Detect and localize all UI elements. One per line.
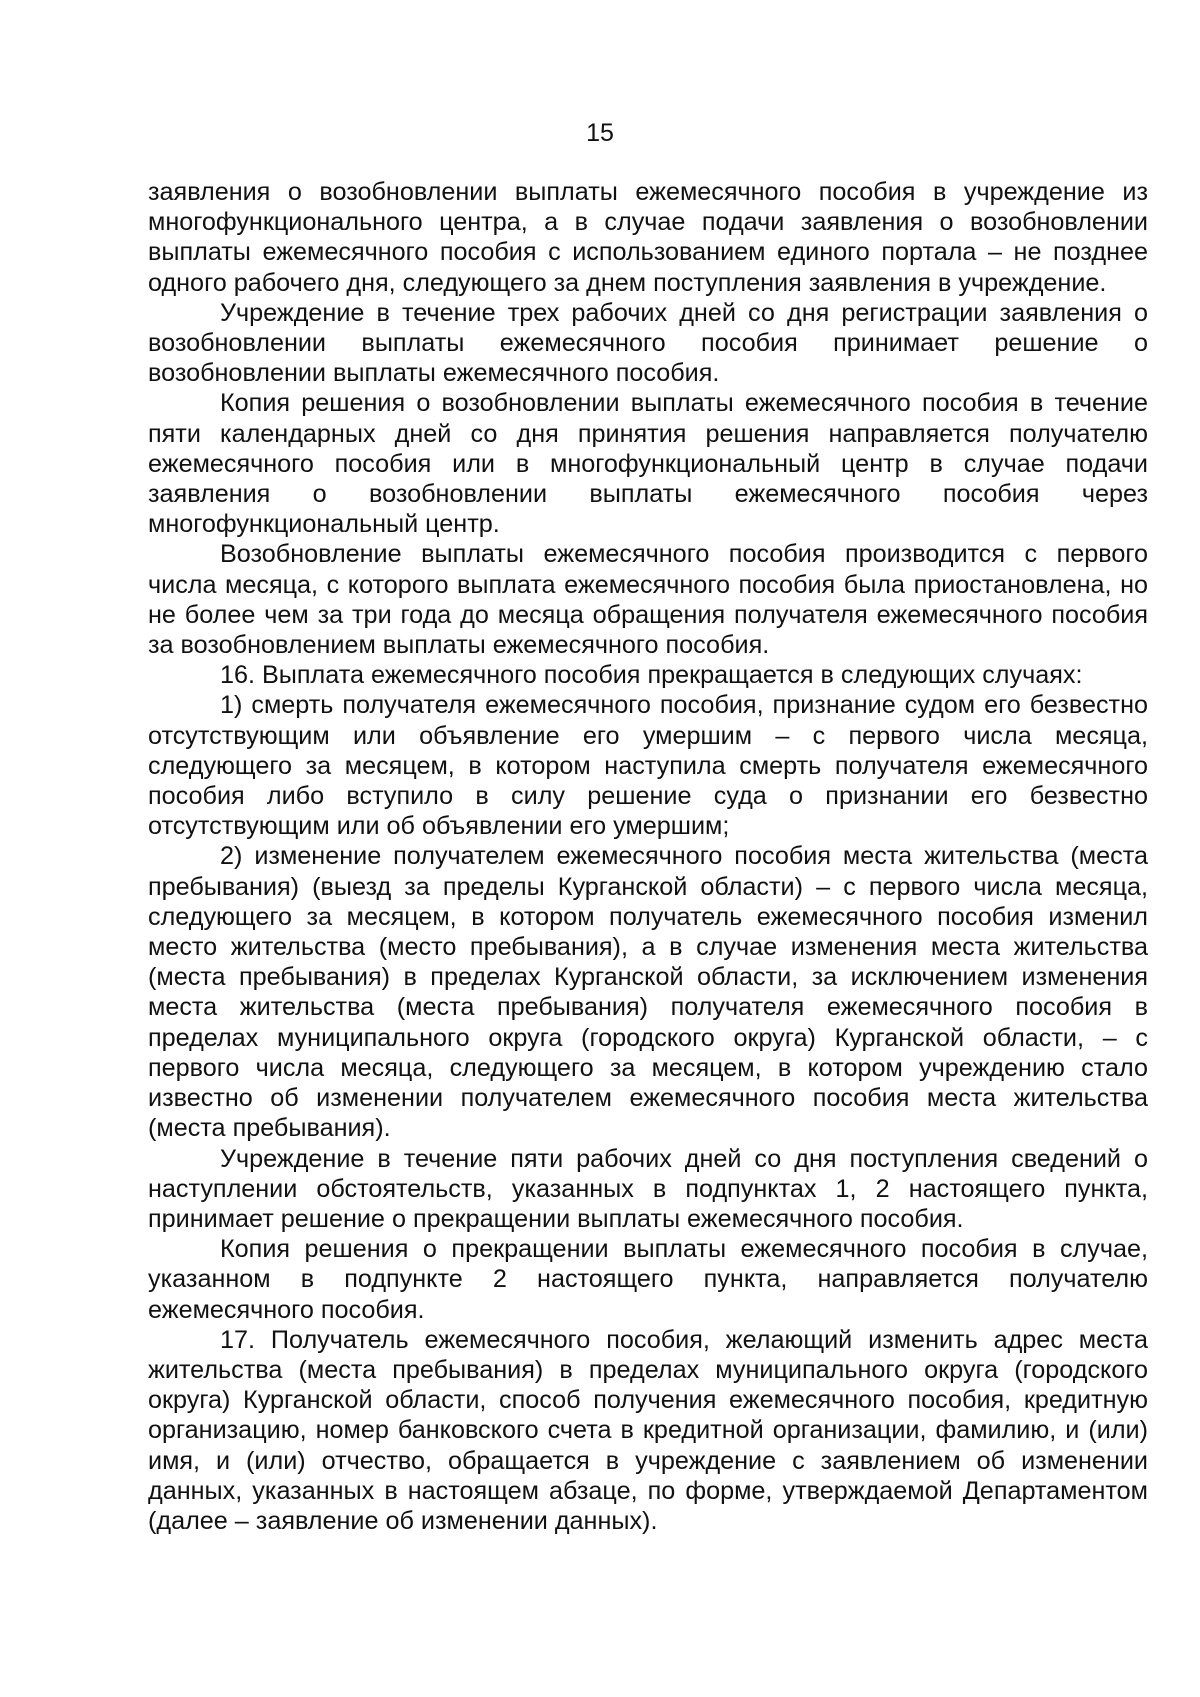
paragraph-item-16: 16. Выплата ежемесячного пособия прекращается в следующих случаях:: [220, 661, 1083, 690]
paragraph-decision-copy: Копия решения о возобновлении выплаты ежемесячного пособия в течение пяти календарных дней со дня принятия решения направляется получателю ежемесячного пособия или в многофункциональный центр в случае подачи заявления о возобновлении выплаты ежемесячного пособия через многофункциональный центр.: [148, 389, 1148, 539]
paragraph-termination-decision: Учреждение в течение пяти рабочих дней со дня поступления сведений о наступлении обстоятельств, указанных в подпунктах 1, 2 настоящего пункта, принимает решение о прекращении выплаты ежемесячного пособия.: [148, 1144, 1148, 1233]
paragraph-subitem-1: 1) смерть получателя ежемесячного пособия, признание судом его безвестно отсутствующим или объявление его умершим – с первого числа месяца, следующего за месяцем, в котором наступила смерть получателя ежемесячного пособия либо вступило в силу решение суда о признании его безвестно отсутствующим или об объявлении его умершим;: [148, 691, 1148, 841]
paragraph-subitem-2: 2) изменение получателем ежемесячного пособия места жительства (места пребывания) (выезд за пределы Курганской области) – с первого числа месяца, следующего за месяцем, в котором получатель ежемесячного пособия изменил место жительства (место пребывания), а в случае изменения места жительства (места пребывания) в пределах Курганской области, за исключением изменения места жительства (места пребывания) получателя ежемесячного пособия в пределах муниципального округа (городского округа) Курганской области, – с первого числа месяца, следующего за месяцем, в котором учреждению стало известно об изменении получателем ежемесячного пособия места жительства (места пребывания).: [148, 842, 1148, 1143]
paragraph-termination-copy: Копия решения о прекращении выплаты ежемесячного пособия в случае, указанном в подпункте 2 настоящего пункта, направляется получателю ежемесячного пособия.: [148, 1235, 1148, 1324]
paragraph-item-17: 17. Получатель ежемесячного пособия, желающий изменить адрес места жительства (места пребывания) в пределах муниципального округа (городского округа) Курганской области, способ получения ежемесячного пособия, кредитную организацию, номер банковского счета в кредитной организации, фамилию, и (или) имя, и (или) отчество, обращается в учреждение с заявлением об изменении данных, указанных в настоящем абзаце, по форме, утверждаемой Департаментом (далее – заявление об изменении данных).: [148, 1325, 1148, 1535]
paragraph-continuation: заявления о возобновлении выплаты ежемесячного пособия в учреждение из многофункционального центра, а в случае подачи заявления о возобновлении выплаты ежемесячного пособия с использованием единого портала – не позднее одного рабочего дня, следующего за днем поступления заявления в учреждение.: [148, 178, 1148, 297]
document-body: [148, 177, 1148, 1536]
paragraph-resumption-decision: Учреждение в течение трех рабочих дней со дня регистрации заявления о возобновлении выплаты ежемесячного пособия принимает решение о возобновлении выплаты ежемесячного пособия.: [148, 298, 1148, 388]
paragraph-resumption-date: Возобновление выплаты ежемесячного пособия производится с первого числа месяца, с которого выплата ежемесячного пособия была приостановлена, но не более чем за три года до месяца обращения получателя ежемесячного пособия за возобновлением выплаты ежемесячного пособия.: [148, 540, 1148, 660]
page-number: 15: [586, 119, 614, 147]
